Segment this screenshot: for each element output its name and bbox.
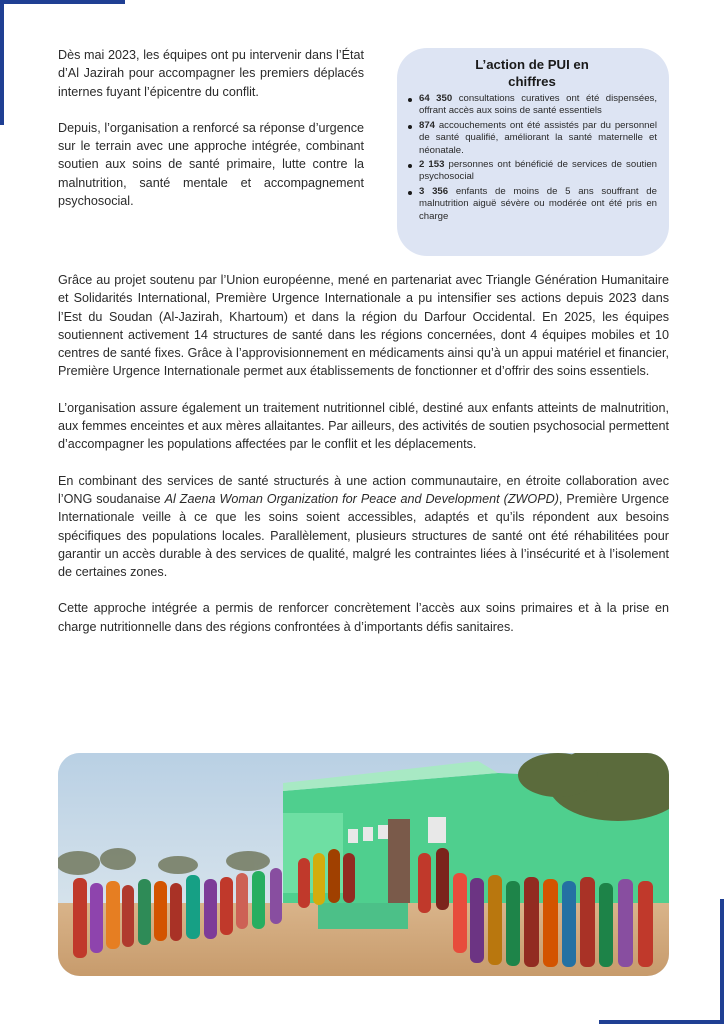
stats-item <box>407 159 657 184</box>
stats-title-line-1: L’action de PUI en <box>475 57 589 72</box>
body-paragraph-1: Grâce au projet soutenu par l’Union européenne, mené en partenariat avec Triangle Génération Humanitaire et Solidarités International, Première Urgence Internationale a pu intensifier ses actions depuis 2023 dans l’Est du Soudan (Al-Jazirah, Khartoum) et dans la région du Darfour Occidental. En 2025, les équipes soutiennent activement 14 structures de santé dans les régions concernées, dont 4 équipes mobiles et 10 centres de santé fixes. Grâce à l’approvisionnement en médicaments ainsi qu’à un appui matériel et financier, Première Urgence Internationale permet aux établissements de fonctionner et d’offrir des soins essentiels. <box>58 273 669 379</box>
stat-text: accouchements ont été assistés par du personnel de santé qualifié, améliorant la santé maternelle et néonatale. <box>419 119 657 156</box>
corner-accent-bottom-right <box>599 1020 724 1024</box>
health-center-photo <box>58 753 669 976</box>
stats-title-line-2: chiffres <box>508 74 556 89</box>
stats-title <box>407 56 657 90</box>
stat-number: 3 356 <box>419 185 449 197</box>
intro-paragraph-2: Depuis, l’organisation a renforcé sa réponse d’urgence sur le terrain avec une approche intégrée, combinant soutien aux soins de santé primaire, lutte contre la malnutrition, santé mentale et accompagnement psychosocial. <box>58 120 364 209</box>
body-paragraph-2: L’organisation assure également un traitement nutritionnel ciblé, destiné aux enfants atteints de malnutrition, aux femmes enceintes et aux mères allaitantes. Par ailleurs, des activités de soutien psychosocial permettent d’accompagner les populations affectées par le conflit et les déplacements. <box>58 400 669 452</box>
stat-text: consultations curatives ont été dispensées, offrant accès aux soins de santé essentiels <box>419 93 657 117</box>
stat-number: 874 <box>419 119 436 131</box>
body-paragraph-4: Cette approche intégrée a permis de renforcer concrètement l’accès aux soins primaires et à la prise en charge nutritionnelle dans des régions confrontées à d’importants défis sanitaires. <box>58 601 669 634</box>
stat-text: personnes ont bénéficié de services de soutien psychosocial <box>419 159 657 183</box>
stats-item <box>407 186 657 223</box>
corner-accent-top-left <box>0 0 125 4</box>
stats-list <box>407 93 657 223</box>
intro-column <box>58 46 364 228</box>
stat-number: 64 350 <box>419 93 453 104</box>
corner-accent-bottom-right-vertical <box>720 899 724 1024</box>
corner-accent-top-left-vertical <box>0 0 4 125</box>
stat-number: 2 153 <box>419 159 445 171</box>
stats-box <box>397 48 669 256</box>
body-paragraph-3: En combinant des services de santé structurés à une action communautaire, en étroite collaboration avec l’ONG soudanaise Al Zaena Woman Organization for Peace and Development (ZWOPD), Première Urgence Internationale veille à ce que les soins soient accessibles, adaptés et qu’ils répondent aux besoins spécifiques des populations locales. Parallèlement, plusieurs structures de santé ont été réhabilitées pour garantir un accès durable à des services de qualité, malgré les contraintes liées à l’insécurité et à l’isolement de certaines zones. <box>58 473 669 580</box>
stat-text: enfants de moins de 5 ans souffrant de malnutrition aiguë sévère ou modérée ont été pris en charge <box>419 185 657 222</box>
stats-item <box>407 93 657 118</box>
stats-item <box>407 120 657 157</box>
partner-name: Al Zaena Woman Organization for Peace and Development (ZWOPD) <box>164 491 559 506</box>
intro-paragraph-1: Dès mai 2023, les équipes ont pu intervenir dans l’État d’Al Jazirah pour accompagner les premiers déplacés internes fuyant l’épicentre du conflit. <box>58 48 364 99</box>
body-text <box>58 271 669 654</box>
